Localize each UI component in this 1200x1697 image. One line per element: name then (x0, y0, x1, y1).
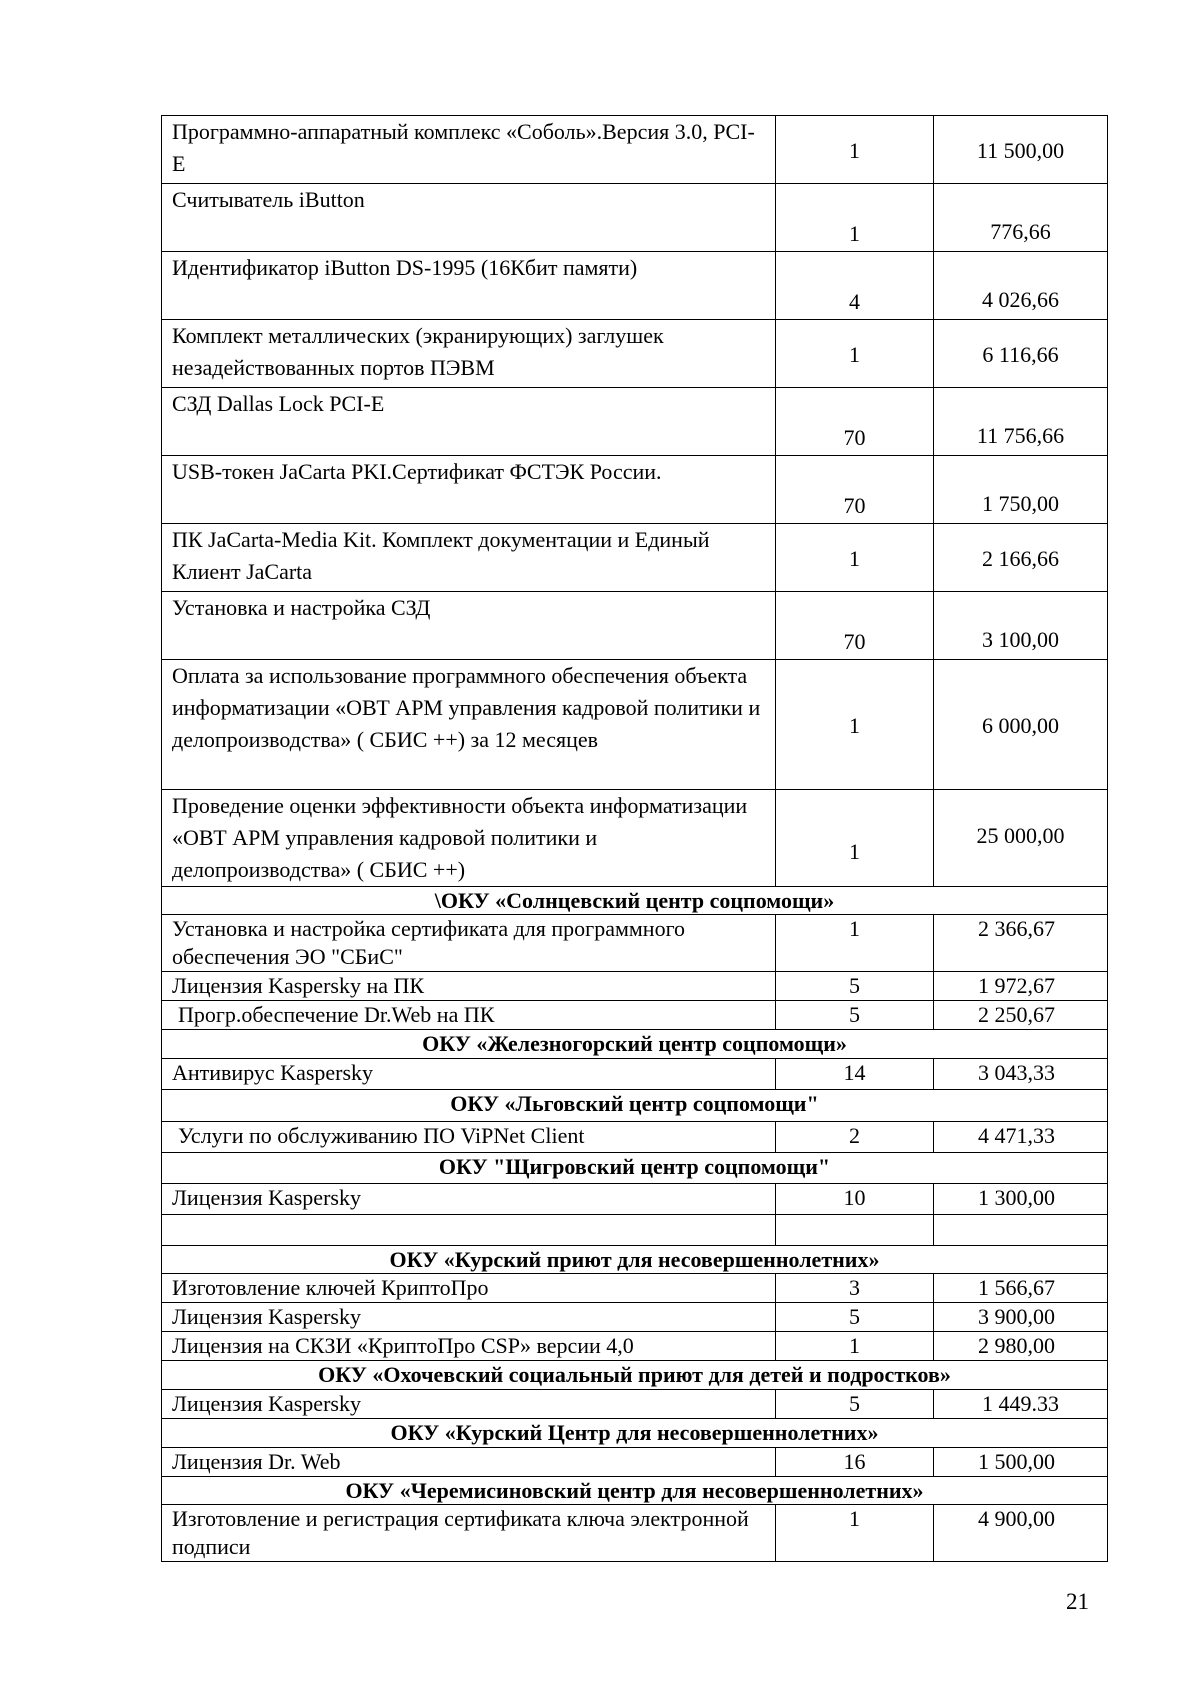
item-name: Лицензия на СКЗИ «КриптоПро CSP» версии 4,0 (162, 1332, 776, 1361)
item-amount: 25 000,00 (934, 790, 1108, 887)
section-header-row (162, 1030, 1108, 1059)
item-name: СЗД Dallas Lock PCI-E (162, 388, 776, 456)
item-quantity: 70 (776, 456, 934, 524)
table-row (162, 1505, 1108, 1562)
item-quantity: 1 (776, 320, 934, 388)
item-name: ПК JaCarta-Media Kit. Комплект документации и Единый Клиент JaCarta (162, 524, 776, 592)
section-header-row (162, 1419, 1108, 1448)
item-amount (934, 1215, 1108, 1246)
item-amount: 3 100,00 (934, 592, 1108, 660)
section-header: ОКУ «Курский приют для несовершеннолетних» (162, 1246, 1108, 1274)
item-quantity: 16 (776, 1448, 934, 1477)
item-name: Услуги по обслуживанию ПО ViPNet Client (162, 1122, 776, 1153)
item-quantity: 5 (776, 972, 934, 1001)
item-name: Лицензия Kaspersky (162, 1303, 776, 1332)
item-name: Антивирус Kaspersky (162, 1059, 776, 1090)
item-quantity: 1 (776, 184, 934, 252)
item-amount: 1 750,00 (934, 456, 1108, 524)
item-quantity: 70 (776, 592, 934, 660)
table-row (162, 320, 1108, 388)
section-header-row (162, 1246, 1108, 1274)
item-name: Программно-аппаратный комплекс «Соболь».Версия 3.0, PCI-E (162, 116, 776, 184)
item-quantity: 5 (776, 1303, 934, 1332)
item-name (162, 1215, 776, 1246)
item-name: Лицензия Kaspersky на ПК (162, 972, 776, 1001)
table-row (162, 1332, 1108, 1361)
table-row (162, 1274, 1108, 1303)
item-name: Изготовление и регистрация сертификата ключа электронной подписи (162, 1505, 776, 1562)
section-header: ОКУ «Железногорский центр соцпомощи» (162, 1030, 1108, 1059)
item-amount: 11 500,00 (934, 116, 1108, 184)
table-row (162, 524, 1108, 592)
section-header: ОКУ «Льговский центр соцпомощи" (162, 1090, 1108, 1122)
item-quantity: 1 (776, 1332, 934, 1361)
item-amount: 3 043,33 (934, 1059, 1108, 1090)
item-name: Комплект металлических (экранирующих) заглушек незадействованных портов ПЭВМ (162, 320, 776, 388)
expense-table (161, 115, 1108, 1562)
item-name: Лицензия Kaspersky (162, 1184, 776, 1215)
table-row (162, 456, 1108, 524)
item-quantity (776, 1215, 934, 1246)
item-amount: 11 756,66 (934, 388, 1108, 456)
item-quantity: 1 (776, 116, 934, 184)
section-header: \ОКУ «Солнцевский центр соцпомощи» (162, 887, 1108, 915)
table-row (162, 252, 1108, 320)
table-row (162, 1390, 1108, 1419)
empty-row (162, 1215, 1108, 1246)
table-row (162, 972, 1108, 1001)
item-name: Проведение оценки эффективности объекта информатизации «ОВТ АРМ управления кадровой политики и делопроизводства» ( СБИС ++) (162, 790, 776, 887)
item-amount: 4 900,00 (934, 1505, 1108, 1562)
item-amount: 2 166,66 (934, 524, 1108, 592)
item-amount: 2 250,67 (934, 1001, 1108, 1030)
item-amount: 4 026,66 (934, 252, 1108, 320)
item-amount: 4 471,33 (934, 1122, 1108, 1153)
item-name: Лицензия Dr. Web (162, 1448, 776, 1477)
item-quantity: 5 (776, 1001, 934, 1030)
item-quantity: 70 (776, 388, 934, 456)
item-quantity: 1 (776, 790, 934, 887)
item-amount: 6 000,00 (934, 660, 1108, 790)
table-row (162, 184, 1108, 252)
item-amount: 3 900,00 (934, 1303, 1108, 1332)
section-header-row (162, 1090, 1108, 1122)
item-quantity: 1 (776, 660, 934, 790)
table-row (162, 1059, 1108, 1090)
section-header-row (162, 1153, 1108, 1184)
item-amount: 1 972,67 (934, 972, 1108, 1001)
item-quantity: 10 (776, 1184, 934, 1215)
item-quantity: 1 (776, 524, 934, 592)
item-quantity: 5 (776, 1390, 934, 1419)
item-name: Изготовление ключей КриптоПро (162, 1274, 776, 1303)
table-row (162, 915, 1108, 972)
item-name: Установка и настройка СЗД (162, 592, 776, 660)
item-quantity: 14 (776, 1059, 934, 1090)
item-quantity: 1 (776, 1505, 934, 1562)
table-row (162, 116, 1108, 184)
page-number: 21 (1066, 1589, 1089, 1614)
item-quantity: 4 (776, 252, 934, 320)
section-header: ОКУ «Охочевский социальный приют для детей и подростков» (162, 1361, 1108, 1390)
item-quantity: 1 (776, 915, 934, 972)
item-quantity: 2 (776, 1122, 934, 1153)
section-header: ОКУ «Черемисиновский центр для несовершеннолетних» (162, 1477, 1108, 1505)
item-name: Прогр.обеспечение Dr.Web на ПК (162, 1001, 776, 1030)
table-row (162, 1448, 1108, 1477)
table-row (162, 1001, 1108, 1030)
item-name: Установка и настройка сертификата для программного обеспечения ЭО "СБиС" (162, 915, 776, 972)
table-row (162, 1122, 1108, 1153)
item-name: Идентификатор iButton DS-1995 (16Кбит памяти) (162, 252, 776, 320)
table-row (162, 1184, 1108, 1215)
item-name: Считыватель iButton (162, 184, 776, 252)
section-header: ОКУ "Щигровский центр соцпомощи" (162, 1153, 1108, 1184)
item-name: USB-токен JaCarta PKI.Сертификат ФСТЭК России. (162, 456, 776, 524)
table-row (162, 1303, 1108, 1332)
table-row (162, 592, 1108, 660)
item-amount: 2 366,67 (934, 915, 1108, 972)
item-amount: 776,66 (934, 184, 1108, 252)
section-header: ОКУ «Курский Центр для несовершеннолетних» (162, 1419, 1108, 1448)
section-header-row (162, 1477, 1108, 1505)
section-header-row (162, 1361, 1108, 1390)
table-row (162, 790, 1108, 887)
section-header-row (162, 887, 1108, 915)
item-name: Оплата за использование программного обеспечения объекта информатизации «ОВТ АРМ управления кадровой политики и делопроизводства» ( СБИС ++) за 12 месяцев (162, 660, 776, 790)
item-amount: 1 500,00 (934, 1448, 1108, 1477)
table-row (162, 660, 1108, 790)
item-amount: 6 116,66 (934, 320, 1108, 388)
table-row (162, 388, 1108, 456)
item-name: Лицензия Kaspersky (162, 1390, 776, 1419)
item-amount: 1 566,67 (934, 1274, 1108, 1303)
item-quantity: 3 (776, 1274, 934, 1303)
item-amount: 1 300,00 (934, 1184, 1108, 1215)
item-amount: 2 980,00 (934, 1332, 1108, 1361)
item-amount: 1 449.33 (934, 1390, 1108, 1419)
